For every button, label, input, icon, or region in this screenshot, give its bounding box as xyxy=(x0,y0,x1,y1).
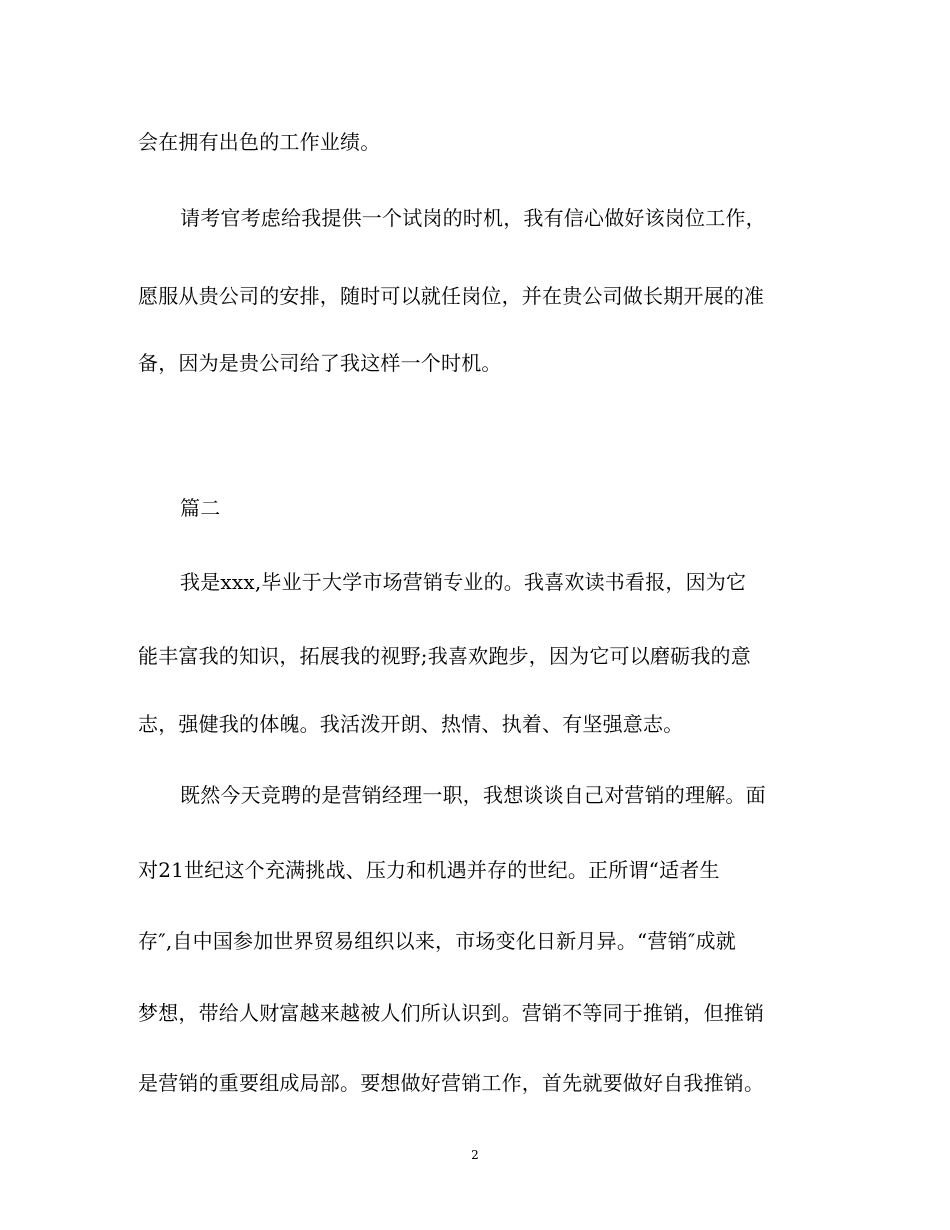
body-text-line: 会在拥有出色的工作业绩。 xyxy=(138,130,381,154)
body-text-line: 既然今天竞聘的是营销经理一职，我想谈谈自己对营销的理解。面 xyxy=(180,783,766,807)
body-text-line: 请考官考虑给我提供一个试岗的时机，我有信心做好该岗位工作， xyxy=(180,206,766,230)
body-text-line: 梦想，带给人财富越来越被人们所认识到。营销不等同于推销，但推销 xyxy=(138,1001,765,1025)
body-text-line: 愿服从贵公司的安排，随时可以就任岗位，并在贵公司做长期开展的准 xyxy=(138,284,765,308)
body-text-line: 我是xxx,毕业于大学市场营销专业的。我喜欢读书看报，因为它 xyxy=(180,570,747,594)
body-text-line: 备，因为是贵公司给了我这样一个时机。 xyxy=(138,351,502,375)
page-number: 2 xyxy=(471,1148,479,1162)
body-text-line: 对21世纪这个充满挑战、压力和机遇并存的世纪。正所谓“适者生 xyxy=(138,858,720,882)
body-text-line: 志，强健我的体魄。我活泼开朗、热情、执着、有坚强意志。 xyxy=(138,712,684,736)
body-text-line: 是营销的重要组成局部。要想做好营销工作，首先就要做好自我推销。 xyxy=(138,1071,765,1095)
body-text-line: 能丰富我的知识，拓展我的视野;我喜欢跑步，因为它可以磨砺我的意 xyxy=(138,644,751,668)
body-text-line: 存″,自中国参加世界贸易组织以来，市场变化日新月异。“营销″成就 xyxy=(138,929,736,953)
section-heading: 篇二 xyxy=(180,496,221,520)
